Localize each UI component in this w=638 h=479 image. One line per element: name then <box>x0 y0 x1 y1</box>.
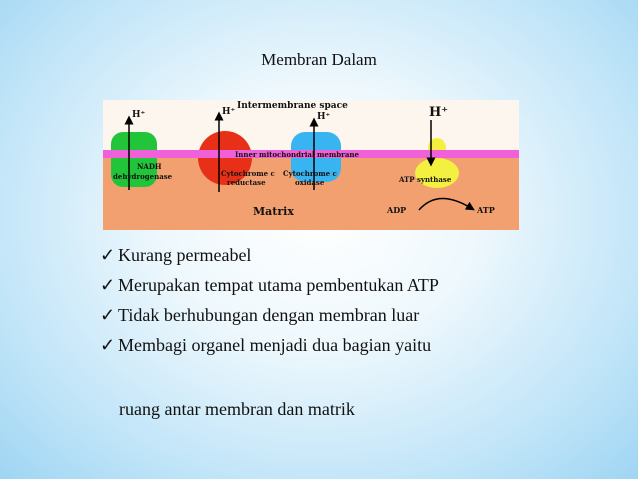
check-icon: ✓ <box>100 335 116 355</box>
bullet-text: Tidak berhubungan dengan membran luar <box>118 305 420 325</box>
bullet-list <box>100 240 439 360</box>
proton-label-4: H⁺ <box>429 105 449 120</box>
nadh-label-line2: dehydrogenase <box>113 172 173 181</box>
matrix-label: Matrix <box>253 205 294 218</box>
bullet-continuation: ruang antar membran dan matrik <box>119 399 355 419</box>
bullet-text: Kurang permeabel <box>118 245 252 265</box>
proton-label-1: H⁺ <box>132 110 146 120</box>
oxidase-label-line2: oxidase <box>295 178 325 187</box>
proton-label-2: H⁺ <box>222 107 236 117</box>
oxidase-label-line1: Cytochrome c <box>283 169 337 178</box>
bullet-item <box>100 330 439 360</box>
intermembrane-label: Intermembrane space <box>237 101 348 111</box>
bullet-item <box>100 240 439 270</box>
bullet-item <box>100 300 439 330</box>
bullet-text: Membagi organel menjadi dua bagian yaitu <box>118 335 432 355</box>
check-icon: ✓ <box>100 245 116 265</box>
proton-label-3: H⁺ <box>317 112 331 122</box>
atp-synthase-label: ATP synthase <box>399 175 452 184</box>
reductase-label-line1: Cytochrome c <box>221 169 275 178</box>
atp-label: ATP <box>477 205 495 215</box>
adp-label: ADP <box>387 205 407 215</box>
electron-transport-diagram <box>103 100 519 230</box>
check-icon: ✓ <box>100 305 116 325</box>
slide-title: Membran Dalam <box>261 50 377 69</box>
bullet-item <box>100 270 439 300</box>
nadh-label-line1: NADH <box>137 162 162 171</box>
check-icon: ✓ <box>100 275 116 295</box>
bullet-text: Merupakan tempat utama pembentukan ATP <box>118 275 439 295</box>
membrane-label: Inner mitochondrial membrane <box>235 150 359 159</box>
reductase-label-line2: reductase <box>227 178 266 187</box>
diagram-svg <box>103 100 519 230</box>
